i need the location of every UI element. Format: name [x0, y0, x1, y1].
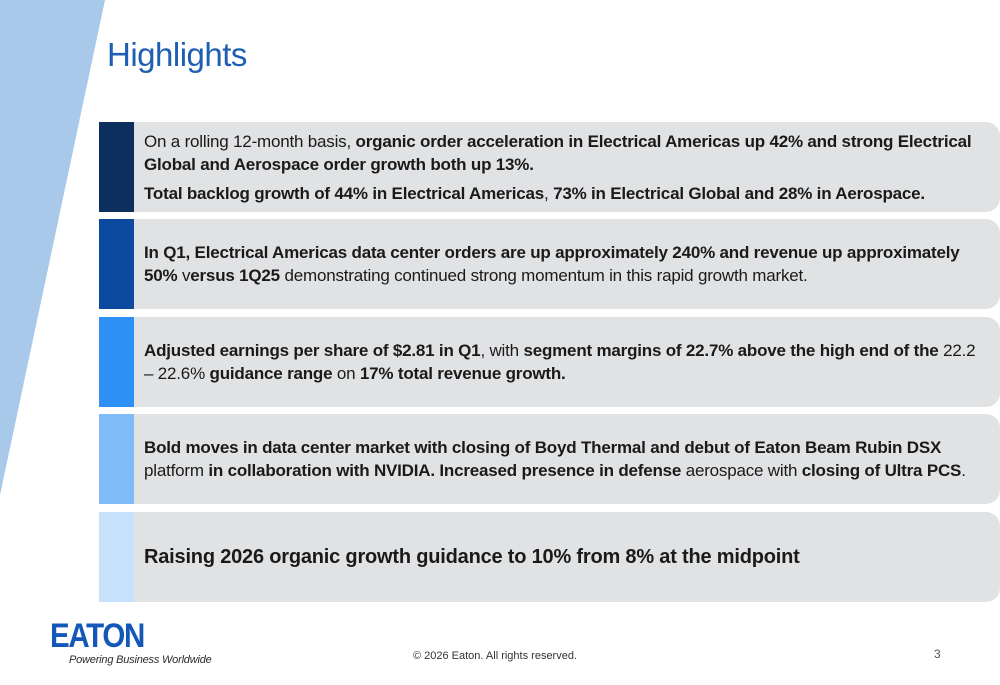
- page-number: 3: [934, 647, 941, 661]
- text-run: Bold moves in data center market with closing of Boyd Thermal and debut of Eaton Beam Rubin DSX: [144, 438, 942, 457]
- highlight-row-5: [99, 512, 1000, 602]
- text-run: In Q1, Electrical Americas data center orders are up approximately 240% and revenue up approximately 50%: [144, 243, 960, 285]
- highlight-text-2: [144, 219, 976, 309]
- text-run: 17% total revenue growth.: [359, 364, 566, 383]
- text-run: demonstrating continued strong momentum in this rapid growth market.: [279, 266, 808, 285]
- text-run: closing of Ultra PCS: [801, 461, 962, 480]
- highlight-bar-3: [99, 317, 134, 407]
- highlight-paragraph: [144, 436, 976, 482]
- highlight-paragraph: [144, 546, 976, 569]
- highlight-paragraph: [144, 241, 976, 287]
- highlight-text-1: [144, 122, 976, 212]
- highlight-paragraph: [144, 339, 976, 385]
- highlight-paragraph: [144, 182, 976, 205]
- text-run: on: [332, 364, 360, 383]
- text-run: 22.2 – 22.6%: [144, 341, 976, 383]
- text-run: segment margins of 22.7% above the high end of the: [523, 341, 944, 360]
- eaton-logo: [50, 617, 145, 655]
- highlight-row-1: [99, 122, 1000, 212]
- highlight-text-4: [144, 414, 976, 504]
- highlight-bar-4: [99, 414, 134, 504]
- text-run: Total backlog growth of 44% in Electrical Americas: [144, 183, 545, 203]
- text-run: Adjusted earnings per share of $2.81 in Q1: [144, 341, 481, 360]
- text-run: in collaboration with NVIDIA. Increased presence in defense: [208, 461, 682, 480]
- highlight-paragraph: [144, 130, 976, 176]
- highlight-row-3: [99, 317, 1000, 407]
- decorative-accent-strip: [0, 0, 110, 520]
- text-run: On a rolling 12-month basis,: [144, 131, 356, 151]
- logo-tagline: Powering Business Worldwide: [69, 654, 212, 666]
- highlight-bar-1: [99, 122, 134, 212]
- text-run: Raising 2026 organic growth guidance to 10% from 8% at the midpoint: [144, 545, 800, 568]
- text-run: aerospace with: [681, 461, 802, 480]
- svg-text:EATON: EATON: [50, 617, 144, 655]
- text-run: organic order acceleration in Electrical Americas up 42% and strong Electrical Global and Aerospace order growth both up 13%.: [144, 131, 972, 174]
- copyright-notice: © 2026 Eaton. All rights reserved.: [412, 650, 578, 662]
- page-title: Highlights: [107, 36, 247, 73]
- text-run: v: [181, 266, 191, 285]
- text-run: .: [961, 461, 966, 480]
- highlight-bar-5: [99, 512, 134, 602]
- highlight-row-4: [99, 414, 1000, 504]
- text-run: , with: [480, 341, 524, 360]
- highlight-bar-2: [99, 219, 134, 309]
- highlight-text-5: [144, 512, 976, 602]
- text-run: ersus 1Q25: [190, 266, 280, 285]
- text-run: 73% in Electrical Global and 28% in Aerospace.: [553, 183, 925, 203]
- highlight-text-3: [144, 317, 976, 407]
- text-run: platform: [144, 461, 209, 480]
- highlight-row-2: [99, 219, 1000, 309]
- text-run: ,: [544, 183, 554, 203]
- text-run: guidance range: [209, 364, 333, 383]
